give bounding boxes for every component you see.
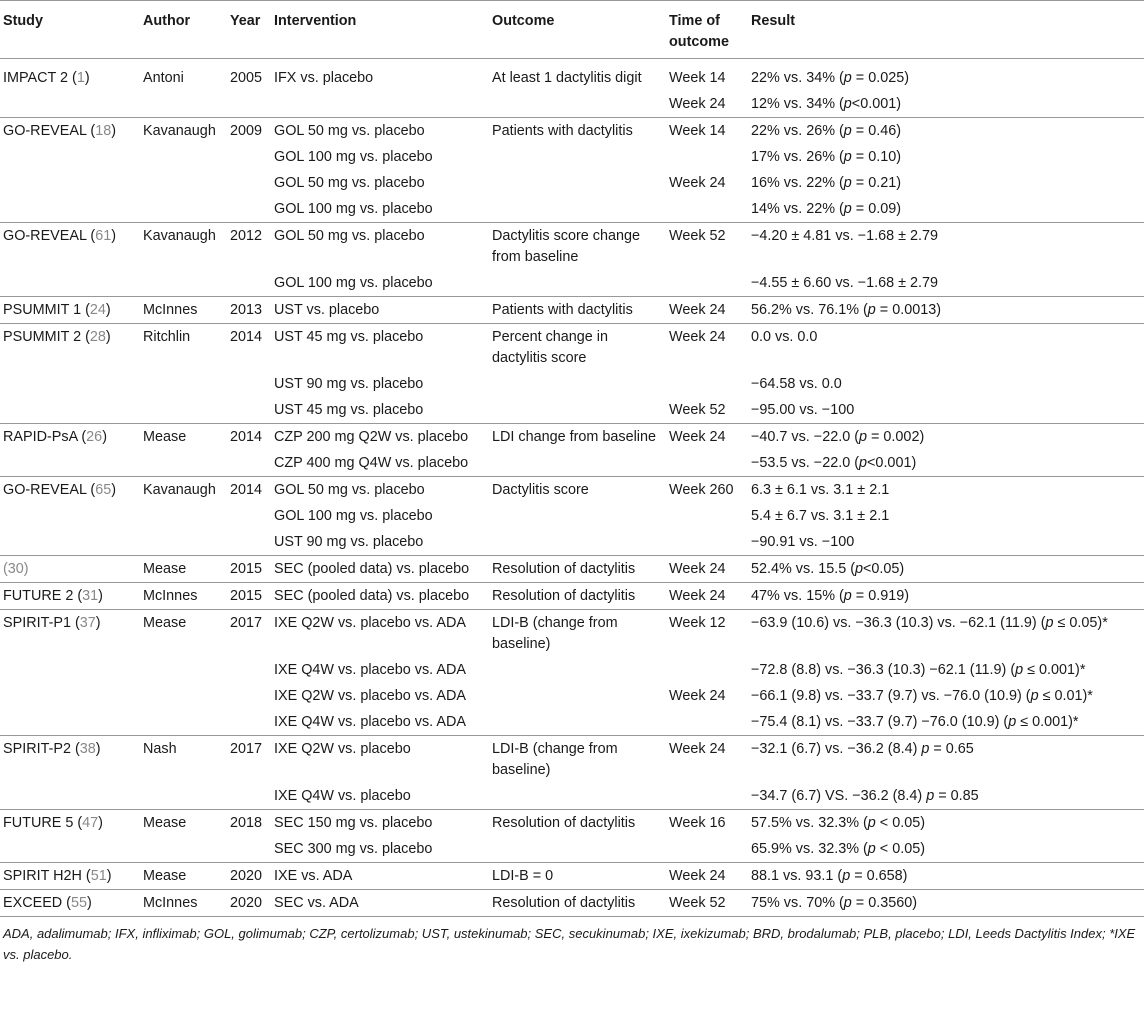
- cell-intervention: SEC 150 mg vs. placebo: [274, 815, 433, 831]
- cell-intervention: SEC (pooled data) vs. placebo: [270, 583, 488, 610]
- cell-study: SPIRIT-P2 (38): [3, 741, 101, 757]
- cell-author: [139, 270, 226, 297]
- cell-study: EXCEED (55): [0, 890, 139, 917]
- cell-study: [0, 503, 139, 529]
- cell-outcome: [488, 170, 665, 196]
- reference-number: 47: [82, 815, 99, 831]
- reference-number: 51: [90, 868, 107, 884]
- cell-time: Week 52: [665, 890, 747, 917]
- cell-study: RAPID-PsA (26): [3, 429, 107, 445]
- cell-year: [226, 270, 270, 297]
- cell-author: Kavanaugh: [143, 228, 216, 244]
- cell-study: [0, 683, 139, 709]
- cell-time: [665, 371, 747, 397]
- cell-time: Week 24: [665, 556, 747, 583]
- cell-author: [139, 170, 226, 196]
- cell-year: [226, 144, 270, 170]
- study-name: GO-REVEAL: [3, 123, 87, 139]
- study-name: SPIRIT-P2: [3, 741, 71, 757]
- reference-number: 61: [95, 228, 112, 244]
- cell-result: −53.5 vs. −22.0 (p<0.001): [747, 450, 1144, 477]
- cell-outcome: [488, 397, 665, 424]
- cell-author: [139, 836, 226, 863]
- cell-year: [226, 709, 270, 736]
- cell-time: [665, 503, 747, 529]
- cell-time: [665, 196, 747, 223]
- cell-study: [0, 196, 139, 223]
- study-name: FUTURE 2: [3, 588, 74, 604]
- study-name: GO-REVEAL: [3, 482, 87, 498]
- cell-outcome: LDI-B = 0: [488, 863, 665, 890]
- table-row: [0, 91, 1144, 118]
- cell-result: −40.7 vs. −22.0 (p = 0.002): [751, 429, 925, 445]
- cell-time: [665, 709, 747, 736]
- reference-number: 18: [95, 123, 112, 139]
- cell-result: 0.0 vs. 0.0: [751, 329, 818, 345]
- cell-outcome: [488, 683, 665, 709]
- cell-year: [226, 450, 270, 477]
- table-row: [0, 610, 1144, 658]
- study-name: RAPID-PsA: [3, 429, 78, 445]
- cell-study: [0, 709, 139, 736]
- cell-time: [665, 836, 747, 863]
- cell-time: Week 16: [669, 815, 726, 831]
- cell-author: Mease: [139, 556, 226, 583]
- cell-result: −4.55 ± 6.60 vs. −1.68 ± 2.79: [747, 270, 1144, 297]
- table-row: [0, 297, 1144, 324]
- cell-intervention: GOL 50 mg vs. placebo: [274, 482, 425, 498]
- reference-number: (30): [3, 561, 29, 577]
- cell-author: [139, 196, 226, 223]
- cell-intervention: GOL 50 mg vs. placebo: [274, 175, 425, 191]
- table-row: [0, 59, 1144, 92]
- cell-study: [0, 270, 139, 297]
- study-name: SPIRIT-P1: [3, 615, 71, 631]
- cell-author: Kavanaugh: [143, 482, 216, 498]
- study-name: EXCEED: [3, 895, 63, 911]
- cell-intervention: SEC 300 mg vs. placebo: [270, 836, 488, 863]
- header-intervention: Intervention: [270, 1, 488, 59]
- cell-study: GO-REVEAL (61): [3, 228, 117, 244]
- cell-time: Week 24: [669, 429, 726, 445]
- cell-intervention: IXE vs. ADA: [270, 863, 488, 890]
- table-row: [0, 450, 1144, 477]
- cell-intervention: [270, 91, 488, 118]
- cell-time: [665, 144, 747, 170]
- cell-author: [139, 529, 226, 556]
- cell-author: Mease: [143, 615, 187, 631]
- cell-year: 2018: [230, 815, 263, 831]
- table-row: [0, 836, 1144, 863]
- table-row: [0, 424, 1144, 451]
- cell-year: [226, 836, 270, 863]
- cell-result: 6.3 ± 6.1 vs. 3.1 ± 2.1: [751, 482, 890, 498]
- cell-intervention: SEC vs. ADA: [270, 890, 488, 917]
- cell-intervention: UST vs. placebo: [270, 297, 488, 324]
- cell-year: 2015: [226, 556, 270, 583]
- cell-time: [665, 450, 747, 477]
- cell-time: [665, 657, 747, 683]
- cell-result: 88.1 vs. 93.1 (p = 0.658): [747, 863, 1144, 890]
- cell-year: [226, 683, 270, 709]
- cell-year: 2014: [230, 429, 263, 445]
- cell-time: Week 24: [665, 91, 747, 118]
- header-outcome: Outcome: [488, 1, 665, 59]
- table-row: [0, 170, 1144, 196]
- table-row: [0, 583, 1144, 610]
- cell-intervention: IXE Q4W vs. placebo vs. ADA: [270, 709, 488, 736]
- cell-year: 2020: [226, 890, 270, 917]
- cell-author: Ritchlin: [143, 329, 191, 345]
- table-row: [0, 503, 1144, 529]
- cell-author: Mease: [139, 863, 226, 890]
- cell-time: Week 24: [665, 583, 747, 610]
- cell-year: [226, 783, 270, 810]
- cell-intervention: GOL 50 mg vs. placebo: [274, 123, 425, 139]
- reference-number: 38: [79, 741, 96, 757]
- cell-outcome: Patients with dactylitis: [492, 123, 633, 139]
- cell-result: −75.4 (8.1) vs. −33.7 (9.7) −76.0 (10.9) (p ≤ 0.001)*: [747, 709, 1144, 736]
- cell-result: −64.58 vs. 0.0: [751, 376, 842, 392]
- cell-intervention: UST 90 mg vs. placebo: [274, 376, 424, 392]
- cell-study: [0, 836, 139, 863]
- table-row: [0, 529, 1144, 556]
- cell-year: 2017: [230, 741, 263, 757]
- header-result: Result: [747, 1, 1144, 59]
- cell-study: [0, 450, 139, 477]
- cell-intervention: GOL 100 mg vs. placebo: [274, 508, 433, 524]
- table-row: [0, 810, 1144, 837]
- cell-outcome: [488, 91, 665, 118]
- study-name: GO-REVEAL: [3, 228, 87, 244]
- cell-intervention: IXE Q4W vs. placebo: [270, 783, 488, 810]
- cell-year: [226, 503, 270, 529]
- reference-number: 28: [89, 329, 106, 345]
- cell-outcome: [488, 709, 665, 736]
- study-name: IMPACT 2: [3, 70, 69, 86]
- cell-outcome: [488, 529, 665, 556]
- cell-result: −63.9 (10.6) vs. −36.3 (10.3) vs. −62.1 (11.9) (p ≤ 0.05)*: [751, 615, 1108, 631]
- table-row: [0, 324, 1144, 372]
- cell-study: [0, 397, 139, 424]
- cell-result: −4.20 ± 4.81 vs. −1.68 ± 2.79: [751, 228, 939, 244]
- cell-year: [226, 529, 270, 556]
- cell-author: [139, 450, 226, 477]
- cell-author: McInnes: [139, 297, 226, 324]
- cell-outcome: LDI-B (change from baseline): [492, 615, 618, 652]
- reference-number: 26: [86, 429, 103, 445]
- cell-result: 56.2% vs. 76.1% (p = 0.0013): [747, 297, 1144, 324]
- cell-year: 2017: [230, 615, 263, 631]
- cell-year: [226, 196, 270, 223]
- cell-time: Week 24: [665, 863, 747, 890]
- cell-study: [0, 91, 139, 118]
- reference-number: 55: [70, 895, 87, 911]
- cell-result: 57.5% vs. 32.3% (p < 0.05): [751, 815, 926, 831]
- table-row: [0, 736, 1144, 784]
- cell-time: Week 14: [669, 70, 726, 86]
- cell-study: [0, 371, 139, 397]
- reference-number: 31: [82, 588, 99, 604]
- study-name: SPIRIT H2H: [3, 868, 82, 884]
- cell-author: [139, 709, 226, 736]
- cell-time: Week 12: [669, 615, 726, 631]
- cell-time: [665, 529, 747, 556]
- cell-outcome: [488, 503, 665, 529]
- study-name: PSUMMIT 2: [3, 329, 82, 345]
- cell-author: [139, 91, 226, 118]
- cell-study: FUTURE 5 (47): [3, 815, 103, 831]
- cell-outcome: [488, 196, 665, 223]
- cell-result: 16% vs. 22% (p = 0.21): [751, 175, 901, 191]
- cell-study: GO-REVEAL (18): [3, 123, 117, 139]
- table-row: [0, 144, 1144, 170]
- cell-result: 22% vs. 34% (p = 0.025): [751, 70, 910, 86]
- cell-author: Mease: [143, 429, 187, 445]
- cell-intervention: UST 90 mg vs. placebo: [270, 529, 488, 556]
- cell-intervention: UST 45 mg vs. placebo: [274, 329, 424, 345]
- cell-study: SPIRIT-P1 (37): [3, 615, 101, 631]
- cell-outcome: [488, 657, 665, 683]
- table-row: [0, 270, 1144, 297]
- cell-author: McInnes: [139, 583, 226, 610]
- cell-intervention: GOL 100 mg vs. placebo: [274, 149, 433, 165]
- cell-intervention: IXE Q2W vs. placebo: [274, 741, 411, 757]
- cell-result: 52.4% vs. 15.5 (p<0.05): [747, 556, 1144, 583]
- table-row: [0, 223, 1144, 271]
- table-row: [0, 371, 1144, 397]
- table-row: [0, 477, 1144, 504]
- cell-result: 17% vs. 26% (p = 0.10): [751, 149, 901, 165]
- table-row: [0, 683, 1144, 709]
- cell-result: 75% vs. 70% (p = 0.3560): [747, 890, 1144, 917]
- cell-outcome: [488, 144, 665, 170]
- study-name: PSUMMIT 1: [3, 302, 82, 318]
- cell-time: Week 24: [669, 688, 726, 704]
- cell-result: −66.1 (9.8) vs. −33.7 (9.7) vs. −76.0 (10.9) (p ≤ 0.01)*: [751, 688, 1093, 704]
- cell-result: 5.4 ± 6.7 vs. 3.1 ± 2.1: [751, 508, 890, 524]
- cell-intervention: IXE Q2W vs. placebo vs. ADA: [274, 688, 466, 704]
- cell-intervention: GOL 100 mg vs. placebo: [270, 270, 488, 297]
- cell-study: SPIRIT H2H (51): [0, 863, 139, 890]
- table-body: [0, 59, 1144, 917]
- cell-time: [665, 783, 747, 810]
- cell-year: [226, 91, 270, 118]
- cell-result: 12% vs. 34% (p<0.001): [747, 91, 1144, 118]
- cell-intervention: GOL 100 mg vs. placebo: [270, 196, 488, 223]
- table-footnote: ADA, adalimumab; IFX, infliximab; GOL, golimumab; CZP, certolizumab; UST, ustekinumab; SEC, secukinumab; IXE, ixekizumab; BRD, brodalumab; PLB, placebo; LDI, Leeds Dactylitis Index; *IXE vs. placebo.: [3, 926, 1136, 962]
- cell-outcome: [488, 270, 665, 297]
- table-row: [0, 863, 1144, 890]
- header-time-of-outcome: Time of outcome: [665, 1, 747, 59]
- cell-year: 2005: [230, 70, 263, 86]
- cell-study: [0, 657, 139, 683]
- cell-year: [226, 170, 270, 196]
- cell-year: 2015: [226, 583, 270, 610]
- cell-outcome: Patients with dactylitis: [488, 297, 665, 324]
- study-name: FUTURE 5: [3, 815, 74, 831]
- cell-outcome: Resolution of dactylitis: [488, 556, 665, 583]
- cell-intervention: GOL 50 mg vs. placebo: [274, 228, 425, 244]
- cell-study: [0, 170, 139, 196]
- cell-result: −90.91 vs. −100: [747, 529, 1144, 556]
- cell-study: [0, 783, 139, 810]
- cell-study: GO-REVEAL (65): [3, 482, 117, 498]
- cell-author: [139, 397, 226, 424]
- cell-result: 14% vs. 22% (p = 0.09): [747, 196, 1144, 223]
- cell-year: [226, 371, 270, 397]
- cell-result: −95.00 vs. −100: [747, 397, 1144, 424]
- table-row: [0, 890, 1144, 917]
- cell-year: 2020: [226, 863, 270, 890]
- cell-study: [0, 144, 139, 170]
- cell-year: [226, 397, 270, 424]
- cell-outcome: Dactylitis score change from baseline: [492, 228, 640, 265]
- cell-author: Mease: [143, 815, 187, 831]
- cell-intervention: CZP 400 mg Q4W vs. placebo: [270, 450, 488, 477]
- cell-result: 65.9% vs. 32.3% (p < 0.05): [747, 836, 1144, 863]
- cell-outcome: [488, 371, 665, 397]
- cell-outcome: [488, 783, 665, 810]
- cell-time: Week 260: [669, 482, 734, 498]
- cell-study: [0, 529, 139, 556]
- cell-result: 22% vs. 26% (p = 0.46): [751, 123, 901, 139]
- cell-result: −34.7 (6.7) VS. −36.2 (8.4) p = 0.85: [747, 783, 1144, 810]
- cell-study: [0, 556, 139, 583]
- cell-outcome: Dactylitis score: [492, 482, 589, 498]
- cell-year: 2014: [230, 482, 263, 498]
- cell-time: [665, 270, 747, 297]
- cell-intervention: SEC (pooled data) vs. placebo: [270, 556, 488, 583]
- table-row: [0, 657, 1144, 683]
- cell-study: FUTURE 2 (31): [0, 583, 139, 610]
- cell-time: Week 52: [669, 228, 726, 244]
- reference-number: 1: [76, 70, 85, 86]
- cell-author: [139, 371, 226, 397]
- table-row: [0, 397, 1144, 424]
- cell-outcome: Resolution of dactylitis: [488, 890, 665, 917]
- cell-study: PSUMMIT 2 (28): [3, 329, 111, 345]
- reference-number: 37: [79, 615, 96, 631]
- header-row: [0, 1, 1144, 59]
- cell-author: [139, 144, 226, 170]
- cell-outcome: Resolution of dactylitis: [488, 583, 665, 610]
- cell-study: IMPACT 2 (1): [3, 70, 90, 86]
- cell-intervention: IXE Q2W vs. placebo vs. ADA: [274, 615, 466, 631]
- header-study: Study: [0, 1, 139, 59]
- cell-time: Week 24: [669, 329, 726, 345]
- cell-author: McInnes: [139, 890, 226, 917]
- cell-author: [139, 683, 226, 709]
- cell-study: PSUMMIT 1 (24): [0, 297, 139, 324]
- cell-outcome: [488, 450, 665, 477]
- reference-number: 24: [89, 302, 106, 318]
- cell-result: −32.1 (6.7) vs. −36.2 (8.4) p = 0.65: [751, 741, 974, 757]
- cell-author: [139, 503, 226, 529]
- cell-author: [139, 783, 226, 810]
- header-author: Author: [139, 1, 226, 59]
- cell-time: Week 24: [669, 741, 726, 757]
- table-row: [0, 196, 1144, 223]
- cell-year: [226, 657, 270, 683]
- cell-author: Kavanaugh: [143, 123, 216, 139]
- cell-author: [139, 657, 226, 683]
- reference-number: 65: [95, 482, 112, 498]
- cell-intervention: UST 45 mg vs. placebo: [270, 397, 488, 424]
- table-row: [0, 118, 1144, 145]
- cell-outcome: LDI-B (change from baseline): [492, 741, 618, 778]
- cell-year: 2014: [230, 329, 263, 345]
- cell-year: 2009: [230, 123, 263, 139]
- cell-outcome: At least 1 dactylitis digit: [492, 70, 642, 86]
- cell-year: 2013: [226, 297, 270, 324]
- cell-time: Week 24: [669, 175, 726, 191]
- cell-outcome: LDI change from baseline: [492, 429, 656, 445]
- cell-time: Week 24: [665, 297, 747, 324]
- cell-result: −72.8 (8.8) vs. −36.3 (10.3) −62.1 (11.9) (p ≤ 0.001)*: [751, 662, 1086, 678]
- cell-intervention: CZP 200 mg Q2W vs. placebo: [274, 429, 469, 445]
- table-row: [0, 556, 1144, 583]
- cell-outcome: [488, 836, 665, 863]
- table-row: [0, 709, 1144, 736]
- header-year: Year: [226, 1, 270, 59]
- cell-intervention: IFX vs. placebo: [274, 70, 374, 86]
- cell-result: 47% vs. 15% (p = 0.919): [747, 583, 1144, 610]
- cell-time: Week 14: [669, 123, 726, 139]
- cell-author: Nash: [143, 741, 177, 757]
- cell-author: Antoni: [143, 70, 184, 86]
- cell-year: 2012: [230, 228, 263, 244]
- cell-outcome: Resolution of dactylitis: [492, 815, 636, 831]
- table-row: [0, 783, 1144, 810]
- cell-outcome: Percent change in dactylitis score: [492, 329, 609, 366]
- cell-time: Week 52: [665, 397, 747, 424]
- cell-intervention: IXE Q4W vs. placebo vs. ADA: [274, 662, 466, 678]
